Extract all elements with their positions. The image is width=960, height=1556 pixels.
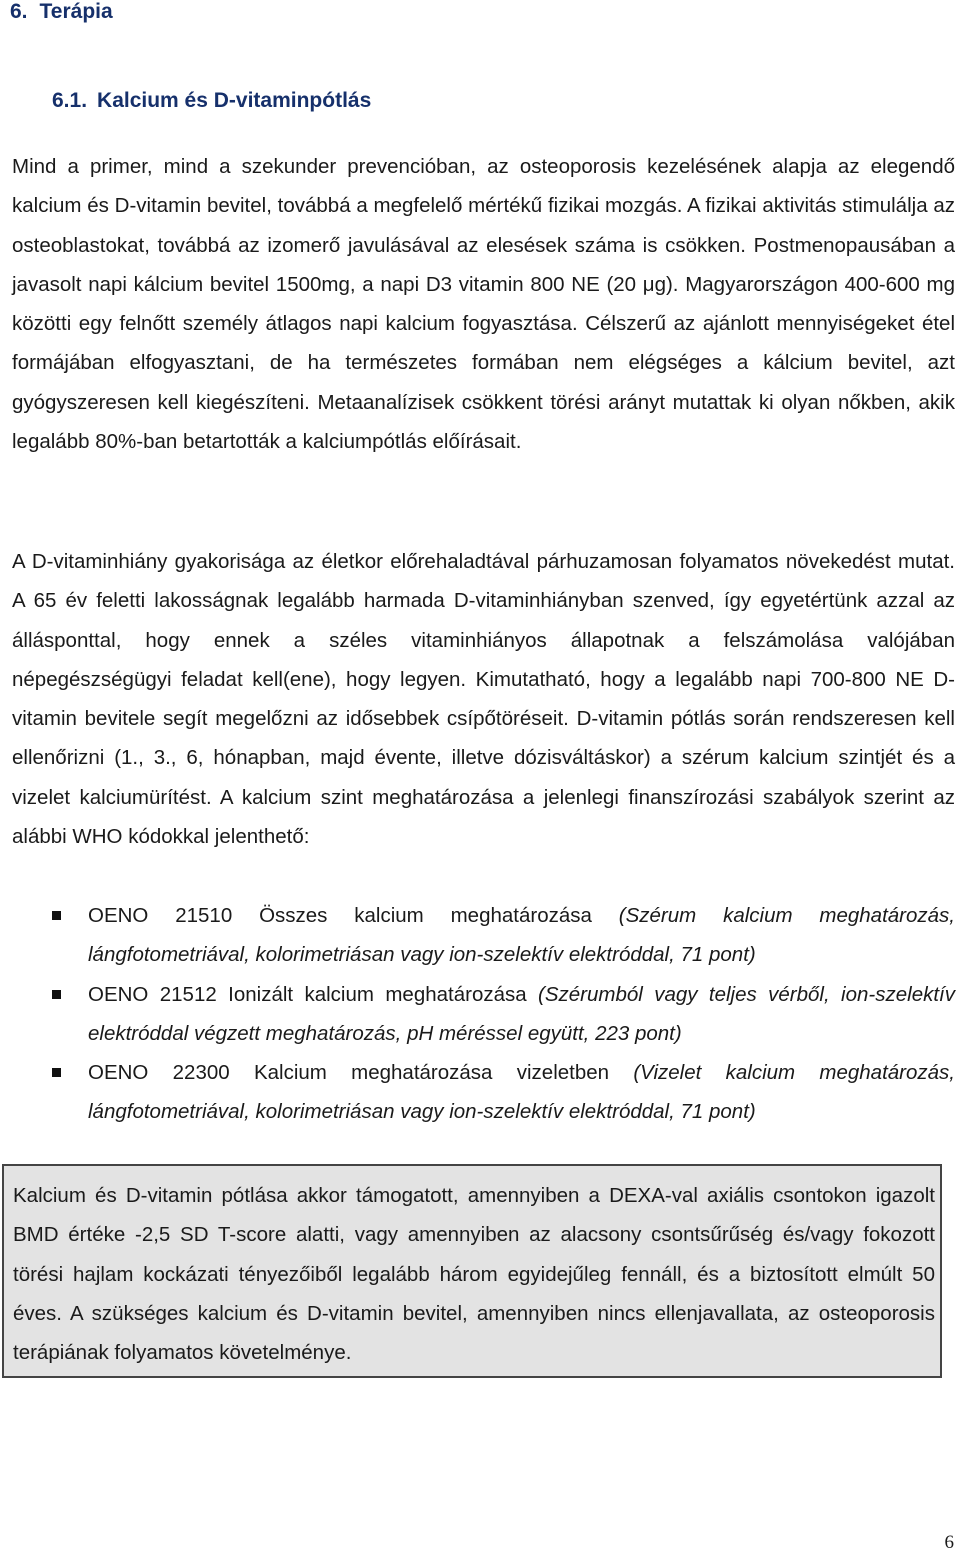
paragraph-vitamin-d-deficiency: A D-vitaminhiány gyakorisága az életkor előrehaladtával párhuzamosan folyamatos növekedést mutat. A 65 év feletti lakosságnak legalább harmada D-vitaminhiányban szenved, így egyetértünk azzal az állásponttal, hogy ennek a széles vitaminhiányos állapotnak a felszámolása valójában népegészségügyi feladat kell(ene), hogy legyen. Kimutatható, hogy a legalább napi 700-800 NE D-vitamin bevitele segít megelőzni az idősebbek csípőtöréseit. D-vitamin pótlás során rendszeresen kell ellenőrizni (1., 3., 6, hónapban, majd évente, illetve dózisváltáskor) a szérum kalcium szintjét és a vizelet kalciumürítést. A kalcium szint meghatározása a jelenlegi finanszírozási szabályok szerint az alábbi WHO kódokkal jelenthető: <box>12 550 955 849</box>
list-item-note: (Vizelet kalcium meghatározás, lángfotometriával, kolorimetriásan vagy ion-szelektív elektróddal, 71 pont) <box>88 1061 955 1124</box>
list-item-code: OENO 21512 Ionizált kalcium meghatározása <box>88 982 539 1006</box>
list-item <box>12 1053 955 1132</box>
square-bullet-icon <box>52 911 61 920</box>
list-item-note: (Szérum kalcium meghatározás, lángfotometriával, kolorimetriásan vagy ion-szelektív elektróddal, 71 pont) <box>88 904 956 967</box>
highlight-box <box>2 1164 942 1378</box>
list-item-code: OENO 21510 Összes kalcium meghatározása <box>88 904 619 927</box>
who-code-list <box>12 896 955 1132</box>
square-bullet-icon <box>52 990 61 999</box>
section-heading <box>10 0 113 24</box>
paragraph-calcium-intake: Mind a primer, mind a szekunder prevencióban, az osteoporosis kezelésének alapja az elegendő kalcium és D-vitamin bevitel, továbbá a megfelelő mértékű fizikai mozgás. A fizikai aktivitás stimulálja az osteoblastokat, továbbá az izomerő javulásával az elesések száma is csökken. Postmenopausában a javasolt napi kálcium bevitel 1500mg, a napi D3 vitamin 800 NE (20 μg). Magyarországon 400-600 mg közötti egy felnőtt személy átlagos napi kalcium fogyasztása. Célszerű az ajánlott mennyiségeket étel formájában elfogyasztani, de ha természetes formában nem elégséges a kálcium bevitel, azt gyógyszeresen kell kiegészíteni. Metaanalízisek csökkent törési arányt mutattak ki olyan nőkben, akik legalább 80%-ban betartották a kalciumpótlás előírásait. <box>12 155 955 454</box>
square-bullet-icon <box>52 1068 61 1077</box>
list-item-code: OENO 22300 Kalcium meghatározása vizeletben <box>88 1061 634 1085</box>
page-number: 6 <box>944 1532 954 1553</box>
list-item <box>12 975 955 1054</box>
subsection-title: Kalcium és D-vitaminpótlás <box>97 89 372 112</box>
section-number: 6. <box>10 0 28 23</box>
highlight-box-text: Kalcium és D-vitamin pótlása akkor támogatott, amennyiben a DEXA-val axiális csontokon igazolt BMD értéke -2,5 SD T-score alatti, vagy amennyiben az alacsony csontsűrűség és/vagy fokozott törési hajlam kockázati tényezőiből legalább három egyidejűleg fennáll, és a biztosított elmúlt 50 éves. A szükséges kalcium és D-vitamin bevitel, amennyiben nincs ellenjavallata, az osteoporosis terápiának folyamatos követelménye. <box>13 1184 935 1365</box>
list-item-note: (Szérumból vagy teljes vérből, ion-szelektív elektróddal végzett meghatározás, pH méréssel együtt, 223 pont) <box>88 982 955 1045</box>
subsection-number: 6.1. <box>52 89 88 112</box>
list-item <box>12 896 955 975</box>
subsection-heading <box>52 89 371 113</box>
section-title: Terápia <box>39 0 113 23</box>
